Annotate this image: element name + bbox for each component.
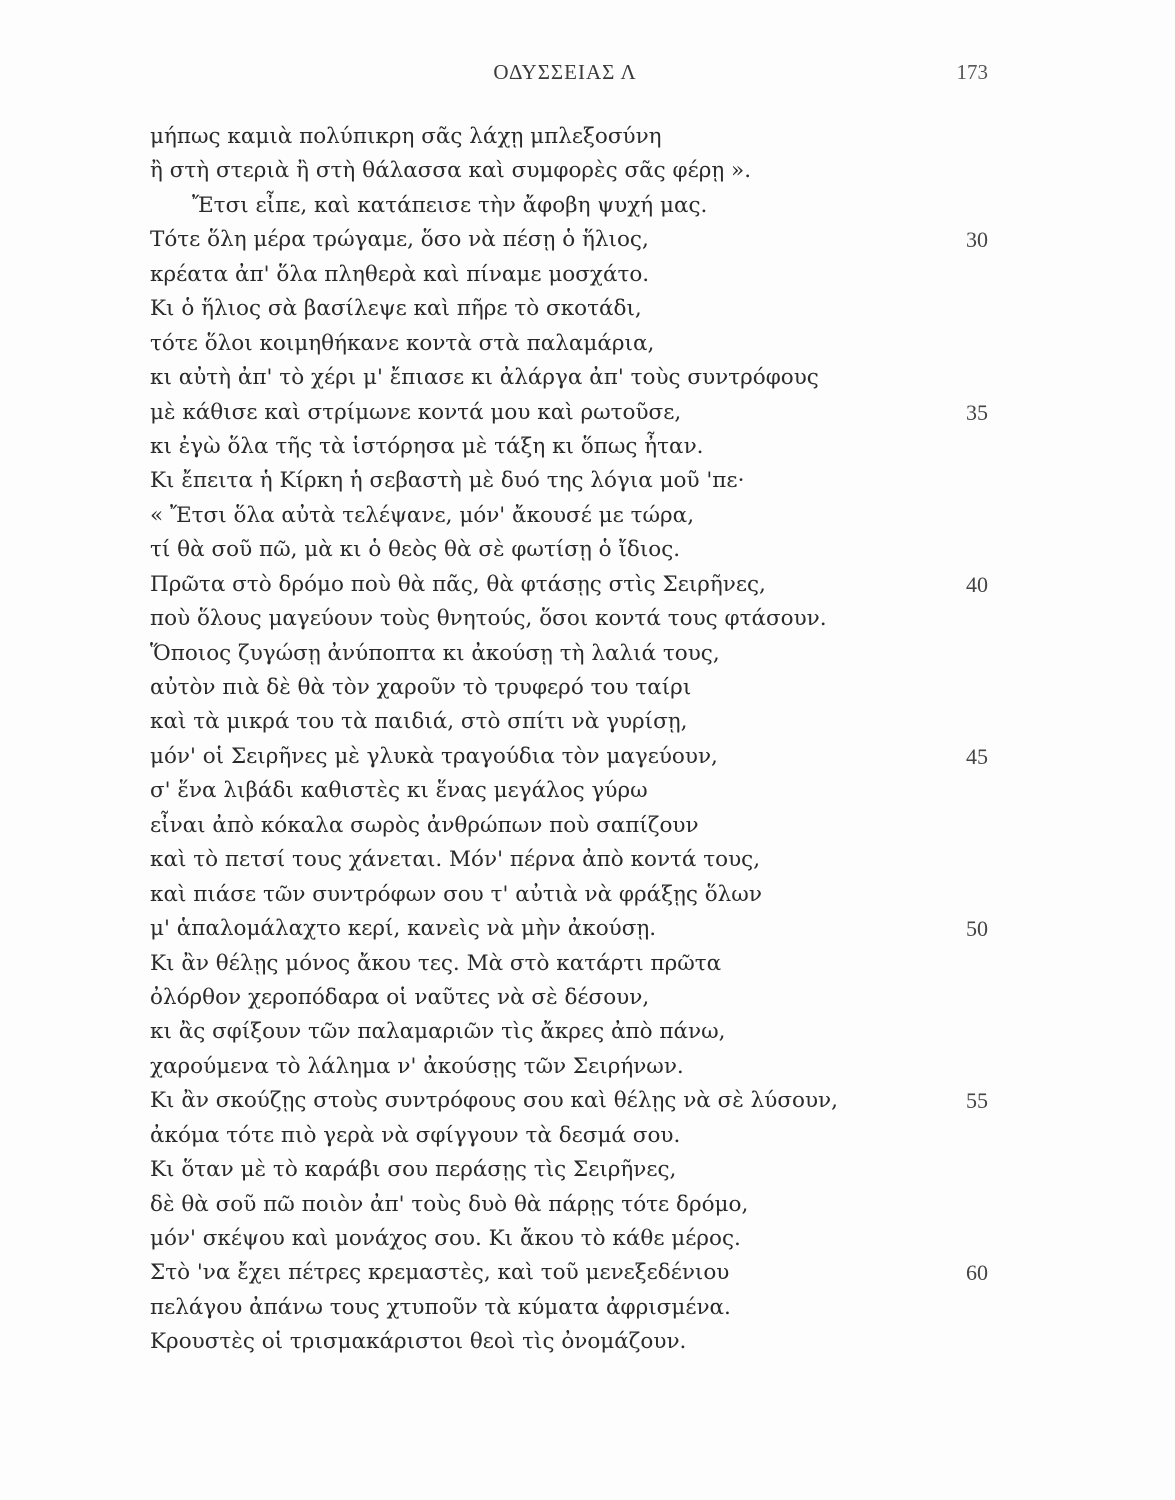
verse-line xyxy=(0,1222,1175,1256)
verse-text: κι ἂς σφίξουν τῶν παλαμαριῶν τὶς ἄκρες ἀπὸ πάνω, xyxy=(150,1019,726,1045)
verse-text: χαρούμενα τὸ λάλημα ν' ἀκούσῃς τῶν Σειρήνων. xyxy=(150,1053,684,1079)
page-number: 173 xyxy=(956,60,988,84)
verse-text: μ' ἁπαλομάλαχτο κερί, κανεὶς νὰ μὴν ἀκούσῃ. xyxy=(150,916,657,942)
verse-line xyxy=(0,740,1175,774)
verse-line xyxy=(0,602,1175,636)
verse-line xyxy=(0,947,1175,981)
verse-text: καὶ πιάσε τῶν συντρόφων σου τ' αὐτιὰ νὰ φράξῃς ὅλων xyxy=(150,881,762,907)
running-title: ΟΔΥΣΣΕΙΑΣ Λ xyxy=(493,60,637,84)
verse-text: Κρουστὲς οἱ τρισμακάριστοι θεοὶ τὶς ὀνομάζουν. xyxy=(150,1329,687,1355)
verse-text: τότε ὅλοι κοιμηθήκανε κοντὰ στὰ παλαμάρια, xyxy=(150,330,655,356)
verse-line xyxy=(0,1325,1175,1359)
verse-line xyxy=(0,1291,1175,1325)
verse-text: κρέατα ἀπ' ὅλα πληθερὰ καὶ πίναμε μοσχάτο. xyxy=(150,261,650,287)
verse-line xyxy=(0,120,1175,154)
verse-text: κι αὐτὴ ἀπ' τὸ χέρι μ' ἔπιασε κι ἀλάργα ἀπ' τοὺς συντρόφους xyxy=(150,365,819,391)
verse-line xyxy=(0,361,1175,395)
verse-text: Τότε ὅλη μέρα τρώγαμε, ὅσο νὰ πέσῃ ὁ ἥλιος, xyxy=(150,227,649,253)
verse-text: Κι ἔπειτα ἡ Κίρκη ἡ σεβαστὴ μὲ δυό της λόγια μοῦ 'πε· xyxy=(150,468,745,494)
verse-text: καὶ τὸ πετσί τους χάνεται. Μόν' πέρνα ἀπὸ κοντά τους, xyxy=(150,847,761,873)
line-number: 35 xyxy=(966,399,988,425)
verse-text: Κι ἂν θέλῃς μόνος ἄκου τες. Μὰ στὸ κατάρτι πρῶτα xyxy=(150,950,722,976)
verse-line xyxy=(0,809,1175,843)
verse-text: Κι ὅταν μὲ τὸ καράβι σου περάσῃς τὶς Σειρῆνες, xyxy=(150,1157,677,1183)
verse-line xyxy=(0,671,1175,705)
verse-text: Κι ἂν σκούζῃς στοὺς συντρόφους σου καὶ θέλῃς νὰ σὲ λύσουν, xyxy=(150,1088,838,1114)
line-number: 50 xyxy=(966,916,988,942)
verse-text: σ' ἕνα λιβάδι καθιστὲς κι ἕνας μεγάλος γύρω xyxy=(150,778,648,804)
verse-text: τί θὰ σοῦ πῶ, μὰ κι ὁ θεὸς θὰ σὲ φωτίσῃ ὁ ἴδιος. xyxy=(150,537,681,563)
verse-text: Ὅποιος ζυγώσῃ ἀνύποπτα κι ἀκούσῃ τὴ λαλιά τους, xyxy=(150,640,720,666)
line-number: 45 xyxy=(966,743,988,769)
verse-text: μήπως καμιὰ πολύπικρη σᾶς λάχῃ μπλεξοσύνη xyxy=(150,124,662,149)
verse-line xyxy=(0,533,1175,567)
verse-line xyxy=(0,878,1175,912)
verse-line xyxy=(0,189,1175,223)
verse-text: μὲ κάθισε καὶ στρίμωνε κοντά μου καὶ ρωτοῦσε, xyxy=(150,399,682,425)
verse-line xyxy=(0,154,1175,188)
verse-line xyxy=(0,1084,1175,1118)
verse-text: δὲ θὰ σοῦ πῶ ποιὸν ἀπ' τοὺς δυὸ θὰ πάρῃς τότε δρόμο, xyxy=(150,1191,749,1217)
verse-text: Κι ὁ ἥλιος σὰ βασίλεψε καὶ πῆρε τὸ σκοτάδι, xyxy=(150,296,642,322)
verse-text: πελάγου ἀπάνω τους χτυποῦν τὰ κύματα ἀφρισμένα. xyxy=(150,1294,731,1320)
verse-line xyxy=(0,774,1175,808)
verse-line xyxy=(0,292,1175,326)
verse-line xyxy=(0,568,1175,602)
verse-block xyxy=(0,120,1175,1360)
verse-text: Πρῶτα στὸ δρόμο ποὺ θὰ πᾶς, θὰ φτάσῃς στὶς Σειρῆνες, xyxy=(150,571,766,597)
verse-line xyxy=(0,1015,1175,1049)
line-number: 30 xyxy=(966,227,988,253)
verse-line xyxy=(0,1153,1175,1187)
verse-line xyxy=(0,464,1175,498)
verse-line xyxy=(0,1050,1175,1084)
verse-text: καὶ τὰ μικρά του τὰ παιδιά, στὸ σπίτι νὰ γυρίσῃ, xyxy=(150,709,688,735)
verse-text: μόν' σκέψου καὶ μονάχος σου. Κι ἄκου τὸ κάθε μέρος. xyxy=(150,1226,741,1251)
verse-line xyxy=(0,396,1175,430)
verse-line xyxy=(0,843,1175,877)
verse-line xyxy=(0,499,1175,533)
verse-text: μόν' οἱ Σειρῆνες μὲ γλυκὰ τραγούδια τὸν μαγεύουν, xyxy=(150,743,718,769)
verse-text: εἶναι ἀπὸ κόκαλα σωρὸς ἀνθρώπων ποὺ σαπίζουν xyxy=(150,812,699,838)
verse-line xyxy=(0,223,1175,257)
verse-line xyxy=(0,705,1175,739)
verse-line xyxy=(0,258,1175,292)
verse-line xyxy=(0,430,1175,464)
line-number: 40 xyxy=(966,571,988,597)
verse-line xyxy=(0,637,1175,671)
verse-text: ὀλόρθον χεροπόδαρα οἱ ναῦτες νὰ σὲ δέσουν, xyxy=(150,984,650,1010)
verse-text: Στὸ 'να ἔχει πέτρες κρεμαστὲς, καὶ τοῦ μενεξεδένιου xyxy=(150,1260,730,1286)
verse-line xyxy=(0,1256,1175,1290)
verse-text: ἀκόμα τότε πιὸ γερὰ νὰ σφίγγουν τὰ δεσμά σου. xyxy=(150,1122,681,1148)
verse-text: ἢ στὴ στεριὰ ἢ στὴ θάλασσα καὶ συμφορὲς σᾶς φέρῃ ». xyxy=(150,158,752,184)
line-number: 55 xyxy=(966,1088,988,1114)
verse-line xyxy=(0,912,1175,946)
verse-text: « Ἔτσι ὅλα αὐτὰ τελέψανε, μόν' ἄκουσέ με τώρα, xyxy=(150,502,695,528)
line-number: 60 xyxy=(966,1260,988,1286)
verse-line xyxy=(0,1188,1175,1222)
verse-line xyxy=(0,1119,1175,1153)
verse-line xyxy=(0,327,1175,361)
verse-text: κι ἐγὼ ὅλα τῆς τὰ ἱστόρησα μὲ τάξη κι ὅπως ἦταν. xyxy=(150,433,704,459)
verse-text: ποὺ ὅλους μαγεύουν τοὺς θνητούς, ὅσοι κοντά τους φτάσουν. xyxy=(150,606,827,632)
verse-line xyxy=(0,981,1175,1015)
verse-text: αὐτὸν πιὰ δὲ θὰ τὸν χαροῦν τὸ τρυφερό του ταίρι xyxy=(150,675,692,700)
verse-text: Ἔτσι εἶπε, καὶ κατάπεισε τὴν ἄφοβη ψυχή μας. xyxy=(192,192,708,218)
